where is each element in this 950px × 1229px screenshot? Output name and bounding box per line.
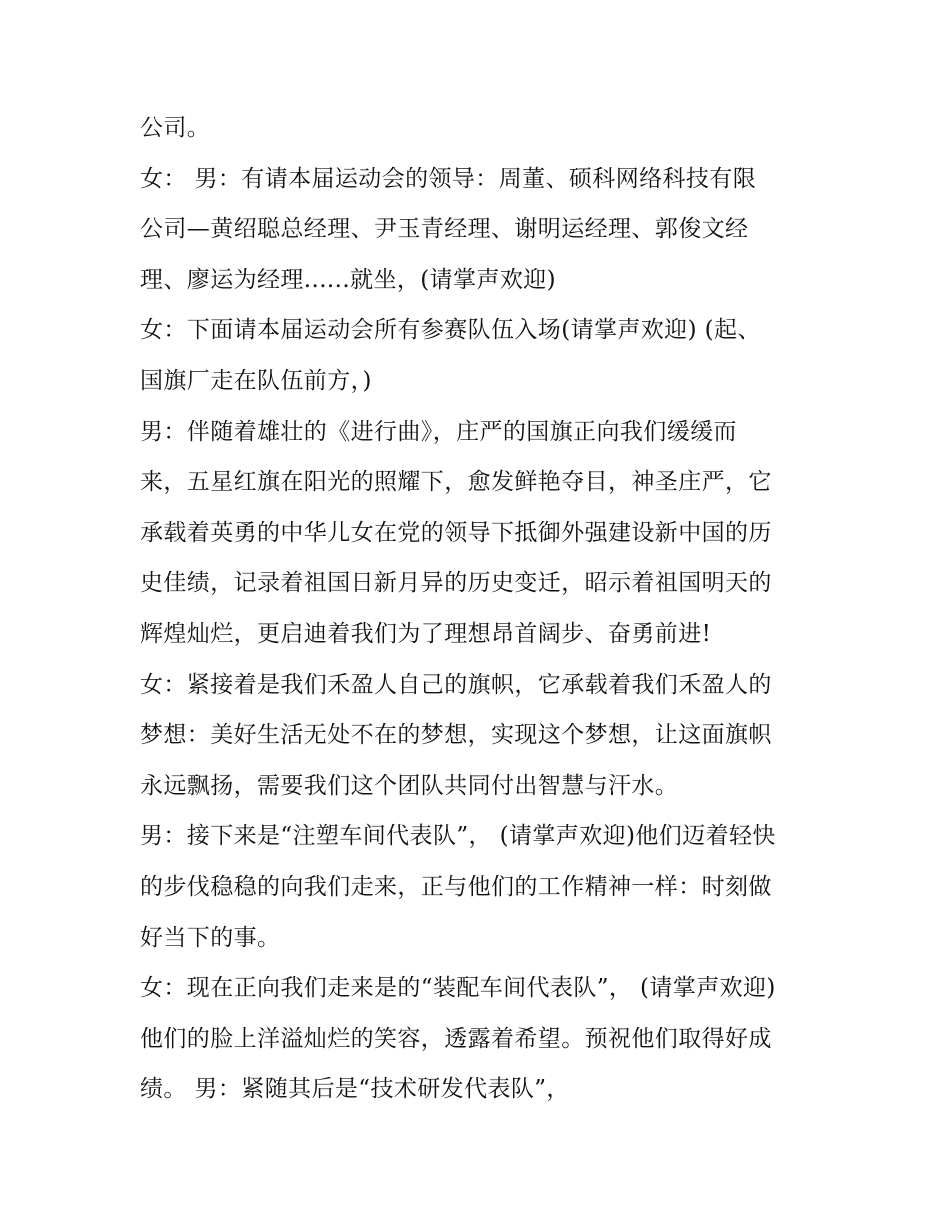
text-line: 国旗厂走在队伍前方，) <box>140 367 372 394</box>
text-line: 女：现在正向我们走来是的“装配车间代表队”， (请掌声欢迎) <box>140 975 776 1002</box>
text-line: 来，五星红旗在阳光的照耀下，愈发鲜艳夺目，神圣庄严，它 <box>140 469 772 496</box>
text-line: 男：接下来是“注塑车间代表队”， (请掌声欢迎)他们迈着轻快 <box>140 823 776 850</box>
text-line: 承载着英勇的中华儿女在党的领导下抵御外强建设新中国的历 <box>140 519 772 546</box>
text-line: 辉煌灿烂，更启迪着我们为了理想昂首阔步、奋勇前进! <box>140 620 712 647</box>
text-line: 好当下的事。 <box>140 924 281 951</box>
text-line: 公司。 <box>140 115 211 141</box>
text-line: 他们的脸上洋溢灿烂的笑容，透露着希望。预祝他们取得好成 <box>140 1025 772 1052</box>
text-line: 史佳绩，记录着祖国日新月异的历史变迁，昭示着祖国明天的 <box>140 570 772 597</box>
document-body <box>140 103 820 1115</box>
text-line: 女： 男：有请本届运动会的领导：周董、硕科网络科技有限 <box>140 165 757 192</box>
text-line: 理、廖运为经理......就坐，(请掌声欢迎) <box>140 266 557 293</box>
text-line: 女：下面请本届运动会所有参赛队伍入场(请掌声欢迎) (起、 <box>140 317 761 344</box>
text-line: 女：紧接着是我们禾盈人自己的旗帜，它承载着我们禾盈人的 <box>140 671 772 698</box>
text-line: 梦想：美好生活无处不在的梦想，实现这个梦想，让这面旗帜 <box>140 722 772 749</box>
text-line: 男：伴随着雄壮的《进行曲》，庄严的国旗正向我们缓缓而 <box>140 418 737 445</box>
text-line: 绩。 男：紧随其后是“技术研发代表队”， <box>140 1076 570 1103</box>
text-line: 的步伐稳稳的向我们走来，正与他们的工作精神一样：时刻做 <box>140 873 772 900</box>
text-line: 公司—黄绍聪总经理、尹玉青经理、谢明运经理、郭俊文经 <box>140 216 749 243</box>
text-line: 永远飘扬，需要我们这个团队共同付出智慧与汗水。 <box>140 772 679 799</box>
